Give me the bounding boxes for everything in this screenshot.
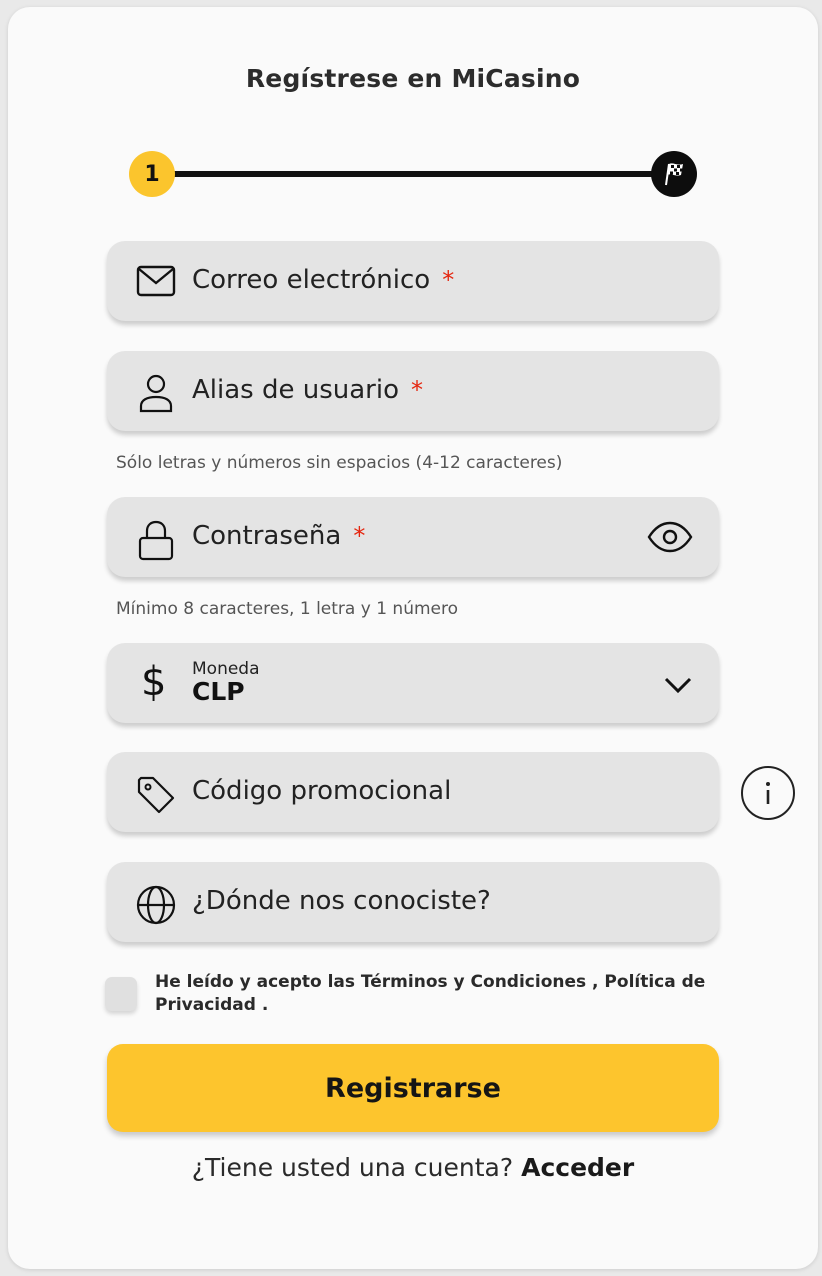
login-prompt [8, 1153, 818, 1182]
currency-select[interactable] [107, 643, 719, 723]
checkered-flag-icon [651, 151, 697, 197]
page-title: Regístrese en MiCasino [245, 64, 581, 93]
login-prompt-text: ¿Tiene usted una cuenta? [191, 1153, 514, 1182]
dollar-icon: $ [141, 659, 167, 705]
currency-value: CLP [192, 677, 245, 706]
required-marker: * [411, 376, 423, 404]
currency-label: Moneda [192, 659, 260, 679]
register-button[interactable]: Registrarse [107, 1044, 719, 1132]
login-link[interactable]: Acceder [521, 1153, 635, 1182]
registration-card [8, 7, 818, 1269]
lock-icon [135, 519, 177, 557]
username-label: Alias de usuario * [192, 375, 423, 405]
progress-stepper [129, 148, 697, 200]
terms-checkbox[interactable] [105, 977, 137, 1011]
email-label: Correo electrónico * [192, 265, 455, 295]
user-icon [135, 373, 177, 411]
globe-icon [135, 884, 177, 922]
required-marker: * [442, 266, 455, 294]
promo-code-field[interactable] [107, 752, 719, 832]
promo-code-label: Código promocional [192, 776, 452, 806]
tag-icon [135, 774, 177, 812]
terms-text[interactable]: He leído y acepto las Términos y Condiciones , Política de Privacidad . [155, 972, 706, 1015]
password-field[interactable] [107, 497, 719, 577]
referral-source-field[interactable] [107, 862, 719, 942]
username-helper: Sólo letras y números sin espacios (4-12 caracteres) [116, 453, 563, 473]
chevron-down-icon[interactable] [663, 675, 693, 695]
stepper-line [155, 171, 671, 177]
email-field[interactable] [107, 241, 719, 321]
eye-icon[interactable] [647, 519, 693, 555]
password-label: Contraseña * [192, 521, 366, 551]
username-field[interactable] [107, 351, 719, 431]
info-icon[interactable] [741, 766, 795, 820]
required-marker: * [353, 522, 366, 550]
envelope-icon [135, 263, 177, 301]
referral-source-label: ¿Dónde nos conociste? [192, 886, 491, 916]
password-helper: Mínimo 8 caracteres, 1 letra y 1 número [116, 599, 459, 619]
step-current: 1 [129, 151, 175, 197]
